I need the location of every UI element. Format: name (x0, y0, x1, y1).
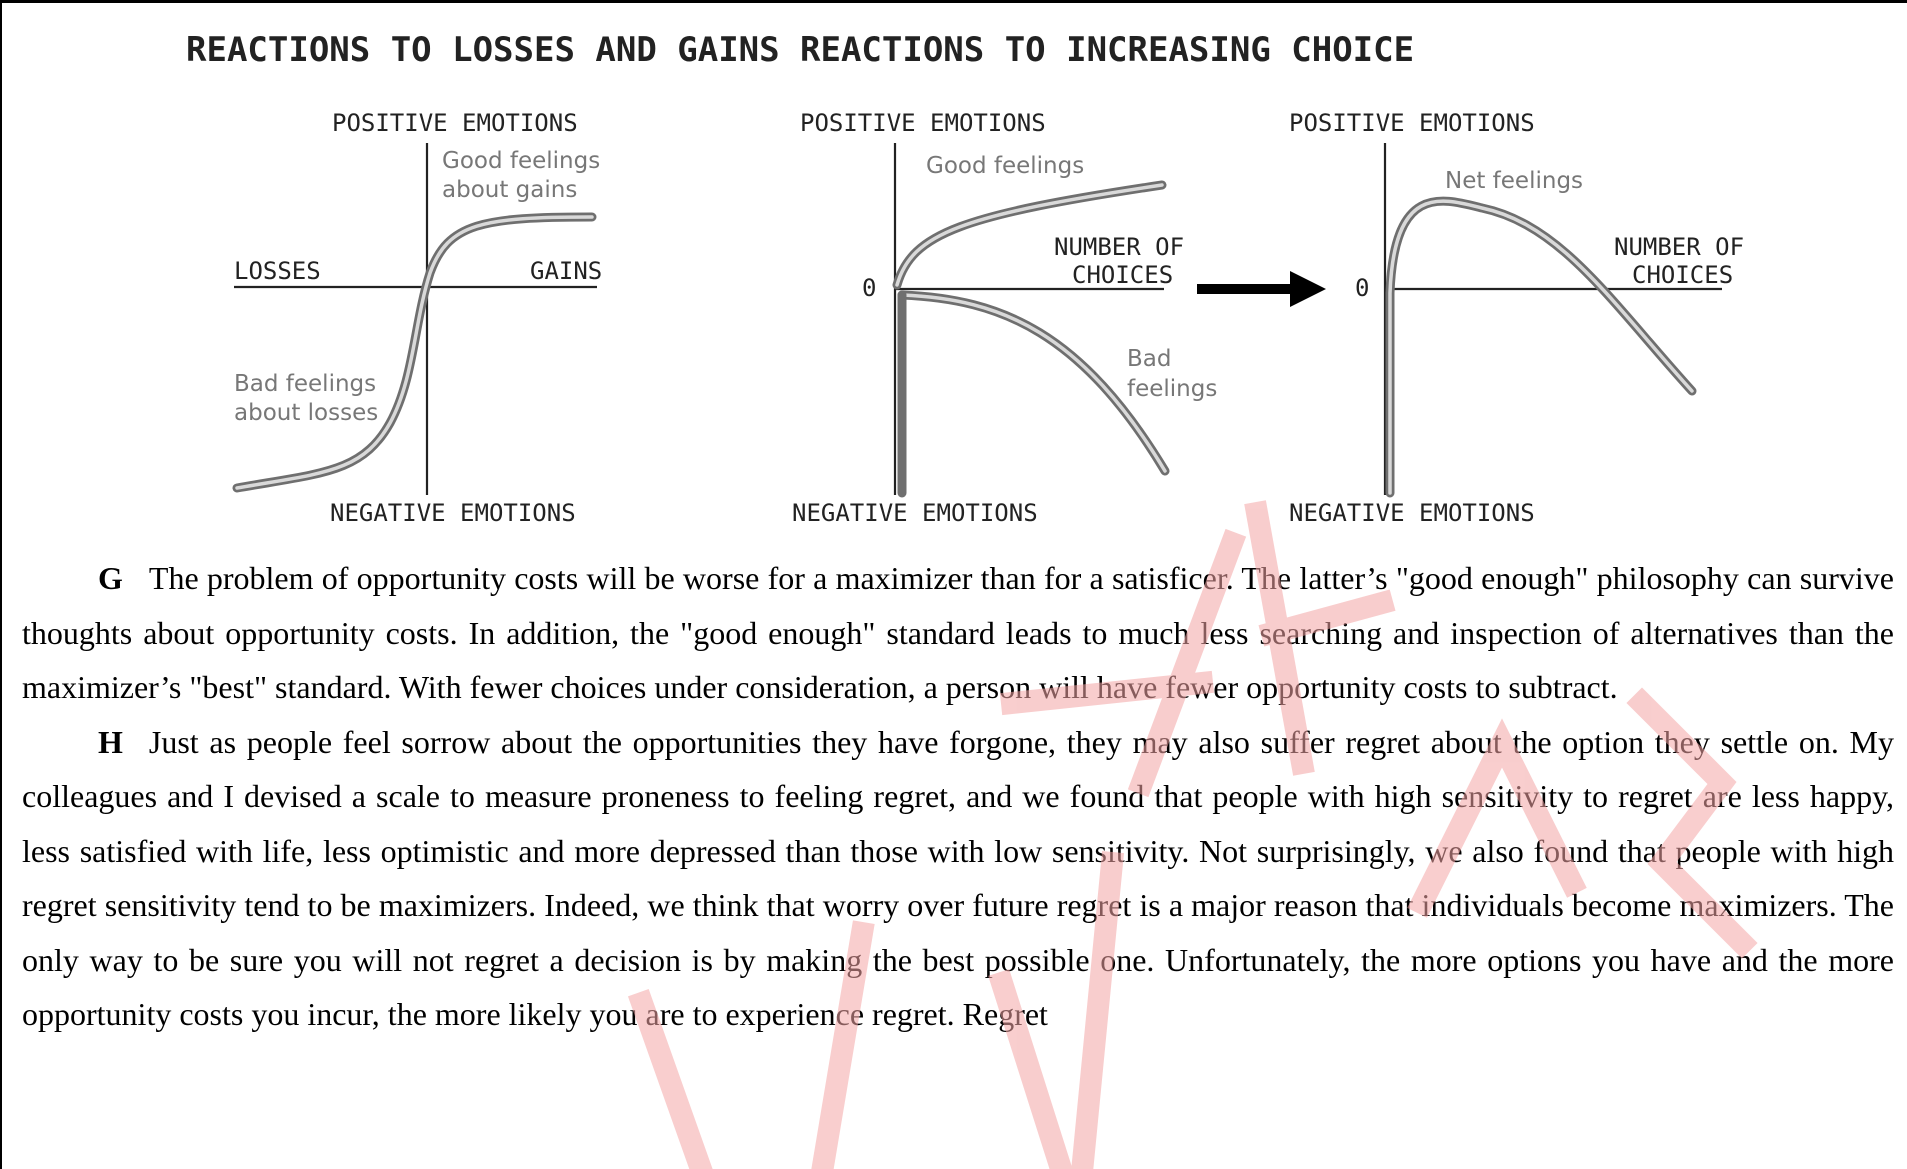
axis-label-negative-p2: NEGATIVE EMOTIONS (1289, 499, 1535, 527)
axis-label-positive-p2: POSITIVE EMOTIONS (1289, 109, 1535, 137)
x-label-choices-p2-2: CHOICES (1632, 261, 1734, 289)
annotation-bad-losses-2: about losses (234, 400, 379, 426)
annotation-good-feelings: Good feelings (926, 153, 1085, 179)
paragraph-h (22, 715, 1894, 1042)
axis-label-losses: LOSSES (234, 257, 321, 285)
annotation-good-gains-1: Good feelings (442, 148, 601, 174)
axis-label-negative: NEGATIVE EMOTIONS (330, 499, 576, 527)
x-label-choices-p2-1: NUMBER OF (1614, 233, 1745, 261)
figure-title-increasing-choice: REACTIONS TO INCREASING CHOICE (800, 30, 1415, 70)
bad-feelings-curve-highlight (902, 295, 1165, 471)
zero-label-p1: 0 (862, 274, 877, 302)
figures-panel (2, 3, 1907, 543)
x-label-choices-p1-1: NUMBER OF (1054, 233, 1185, 261)
paragraph-text-h: Just as people feel sorrow about the opportunities they have forgone, they may also suffer regret about the option they settle on. My colleagues and I devised a scale to measure proneness to feeling regret, and we found that people with high sensitivity to regret are less happy, less satisfied with life, less optimistic and more depressed than those with low sensitivity. Not surprisingly, we also found that people with high regret sensitivity tend to be maximizers. Indeed, we think that worry over future regret is a major reason that individuals become maximizers. The only way to be sure you will not regret a decision is by making the best possible one. Unfortunately, the more options you have and the more opportunity costs you incur, the more likely you are to experience regret. Regret (22, 723, 1894, 1032)
paragraph-text-g: The problem of opportunity costs will be worse for a maximizer than for a satisficer. The latter’s "good enough" philosophy can survive thoughts about opportunity costs. In addition, the "good enough" standard leads to much less searching and inspection of alternatives than the maximizer’s "best" standard. With fewer choices under consideration, a person will have fewer opportunity costs to subtract. (22, 560, 1894, 705)
annotation-bad-feelings-1: Bad (1127, 346, 1172, 372)
transition-arrow-head (1290, 271, 1326, 307)
paragraph-g (22, 551, 1894, 715)
annotation-net-feelings: Net feelings (1445, 168, 1584, 194)
figure-title-losses-gains: REACTIONS TO LOSSES AND GAINS (186, 30, 780, 70)
axis-label-negative-p1: NEGATIVE EMOTIONS (792, 499, 1038, 527)
bad-feelings-curve (902, 295, 1165, 471)
zero-label-p2: 0 (1355, 274, 1370, 302)
axis-label-positive-p1: POSITIVE EMOTIONS (800, 109, 1046, 137)
axis-label-gains: GAINS (530, 257, 603, 285)
annotation-good-gains-2: about gains (442, 177, 578, 203)
x-label-choices-p1-2: CHOICES (1072, 261, 1174, 289)
annotation-bad-losses-1: Bad feelings (234, 371, 377, 397)
annotation-bad-feelings-2: feelings (1127, 376, 1218, 402)
paragraph-letter-g: G (98, 560, 123, 596)
axis-label-positive: POSITIVE EMOTIONS (332, 109, 578, 137)
body-text (22, 551, 1894, 1042)
paragraph-letter-h: H (98, 723, 123, 760)
